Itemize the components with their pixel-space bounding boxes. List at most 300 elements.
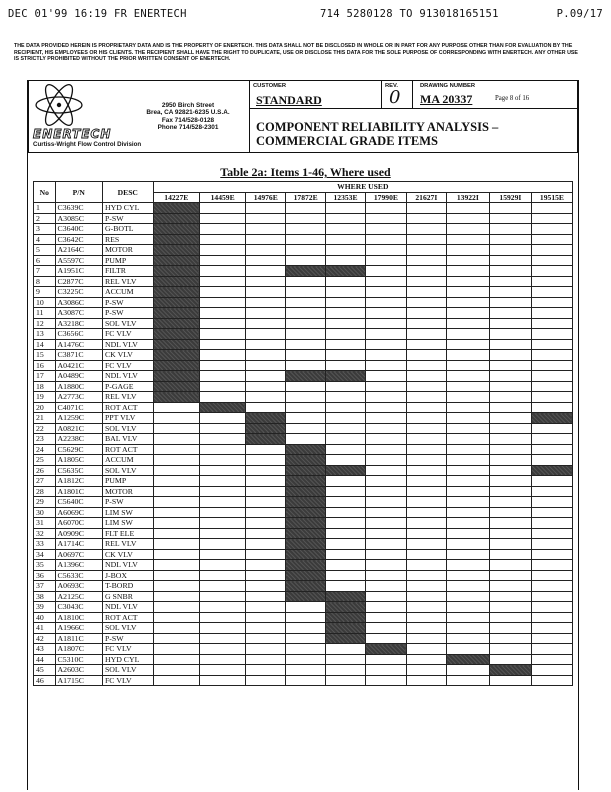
part-number: A3087C <box>55 308 102 319</box>
where-used-cell <box>489 224 531 235</box>
where-used-cell-marked <box>153 329 199 340</box>
where-used-cell <box>531 497 572 508</box>
table-row <box>34 413 573 424</box>
part-description: P-GAGE <box>102 381 153 392</box>
part-description: ACCUM <box>102 287 153 298</box>
part-number: C3043C <box>55 602 102 613</box>
where-used-cell <box>246 539 286 550</box>
row-number: 23 <box>34 434 56 445</box>
where-used-cell-marked <box>326 602 366 613</box>
where-used-cell <box>406 402 446 413</box>
where-used-cell-marked <box>246 423 286 434</box>
where-used-cell <box>365 245 406 256</box>
where-used-cell <box>446 539 489 550</box>
part-description: HYD CYL <box>102 203 153 214</box>
where-used-cell <box>246 350 286 361</box>
where-used-cell <box>365 560 406 571</box>
where-used-cell <box>489 371 531 382</box>
where-used-cell <box>326 581 366 592</box>
where-used-cell <box>489 528 531 539</box>
where-used-cell <box>246 518 286 529</box>
where-used-cell <box>446 413 489 424</box>
where-used-cell <box>286 360 326 371</box>
where-used-cell <box>489 413 531 424</box>
where-used-cell <box>531 581 572 592</box>
where-used-cell <box>326 644 366 655</box>
column-header-pn: P/N <box>55 182 102 203</box>
where-used-cell <box>286 329 326 340</box>
where-used-cell-marked <box>286 528 326 539</box>
part-description: FILTR <box>102 266 153 277</box>
where-used-cell <box>406 266 446 277</box>
part-description: G-BOTL <box>102 224 153 235</box>
where-used-cell <box>365 308 406 319</box>
table-row <box>34 350 573 361</box>
where-used-cell <box>199 318 245 329</box>
where-used-cell <box>446 675 489 686</box>
where-used-cell <box>446 318 489 329</box>
table-row <box>34 224 573 235</box>
where-used-cell <box>531 255 572 266</box>
table-row <box>34 581 573 592</box>
where-used-cell <box>153 507 199 518</box>
where-used-cell <box>489 570 531 581</box>
where-used-cell-marked <box>199 402 245 413</box>
part-description: CK VLV <box>102 350 153 361</box>
where-used-cell <box>199 371 245 382</box>
where-used-cell <box>199 308 245 319</box>
where-used-cell <box>326 308 366 319</box>
where-used-cell <box>153 413 199 424</box>
part-number: A1801C <box>55 486 102 497</box>
where-used-cell <box>246 203 286 214</box>
where-used-cell <box>531 633 572 644</box>
table-row <box>34 623 573 634</box>
where-used-cell <box>446 266 489 277</box>
where-used-cell-marked <box>286 507 326 518</box>
where-used-cell <box>326 423 366 434</box>
where-used-cell <box>365 465 406 476</box>
table-row <box>34 434 573 445</box>
where-used-cell <box>199 245 245 256</box>
where-used-cell <box>365 476 406 487</box>
where-used-cell <box>326 287 366 298</box>
where-used-cell <box>326 203 366 214</box>
where-used-cell <box>446 234 489 245</box>
where-used-cell <box>489 507 531 518</box>
table-row <box>34 245 573 256</box>
row-number: 14 <box>34 339 56 350</box>
drawing-number-label: DRAWING NUMBER <box>420 83 476 89</box>
where-used-cell <box>246 381 286 392</box>
where-used-cell <box>531 276 572 287</box>
where-used-cell <box>365 539 406 550</box>
where-used-cell <box>326 455 366 466</box>
part-number: A3086C <box>55 297 102 308</box>
where-used-cell <box>153 476 199 487</box>
part-number: A2773C <box>55 392 102 403</box>
where-used-cell <box>286 213 326 224</box>
row-number: 45 <box>34 665 56 676</box>
where-used-cell <box>326 654 366 665</box>
where-used-cell <box>326 665 366 676</box>
part-description: SOL VLV <box>102 623 153 634</box>
where-used-cell <box>531 329 572 340</box>
where-used-cell <box>286 612 326 623</box>
where-used-cell <box>531 402 572 413</box>
where-used-cell <box>326 339 366 350</box>
where-used-cell <box>531 644 572 655</box>
where-used-cell <box>531 203 572 214</box>
where-used-cell <box>531 528 572 539</box>
row-number: 19 <box>34 392 56 403</box>
row-number: 20 <box>34 402 56 413</box>
where-used-cell-marked <box>286 560 326 571</box>
where-used-cell-marked <box>286 549 326 560</box>
where-used-cell <box>365 570 406 581</box>
where-used-cell <box>531 539 572 550</box>
where-used-cell <box>286 644 326 655</box>
where-used-cell <box>489 591 531 602</box>
where-used-cell <box>365 402 406 413</box>
part-number: A0821C <box>55 423 102 434</box>
part-description: BAL VLV <box>102 434 153 445</box>
part-number: C3656C <box>55 329 102 340</box>
fax-page-number: P.09/17 <box>556 8 603 20</box>
where-used-cell <box>199 434 245 445</box>
where-used-cell <box>489 455 531 466</box>
table-row <box>34 602 573 613</box>
where-used-cell <box>246 497 286 508</box>
table-row <box>34 539 573 550</box>
where-used-cell <box>365 381 406 392</box>
row-number: 26 <box>34 465 56 476</box>
where-used-cell <box>406 413 446 424</box>
where-used-cell <box>406 497 446 508</box>
where-used-cell-marked <box>153 297 199 308</box>
table-row <box>34 549 573 560</box>
where-used-cell <box>246 644 286 655</box>
where-used-cell <box>153 560 199 571</box>
where-used-cell <box>489 602 531 613</box>
where-used-cell <box>199 549 245 560</box>
where-used-cell <box>246 255 286 266</box>
company-logo-block <box>29 81 250 152</box>
part-number: A0693C <box>55 581 102 592</box>
part-number: A1805C <box>55 455 102 466</box>
where-used-cell <box>246 570 286 581</box>
where-used-cell <box>446 434 489 445</box>
where-used-cell <box>199 665 245 676</box>
where-used-cell <box>406 308 446 319</box>
where-used-cell <box>446 476 489 487</box>
table-row <box>34 675 573 686</box>
where-used-cell <box>446 329 489 340</box>
where-used-cell <box>446 465 489 476</box>
where-used-cell <box>531 423 572 434</box>
part-description: MOTOR <box>102 245 153 256</box>
part-description: NDL VLV <box>102 602 153 613</box>
part-description: J-BOX <box>102 570 153 581</box>
where-used-cell-marked <box>326 266 366 277</box>
row-number: 17 <box>34 371 56 382</box>
table-row <box>34 570 573 581</box>
where-used-cell <box>531 371 572 382</box>
where-used-cell-marked <box>286 476 326 487</box>
where-used-cell <box>406 465 446 476</box>
row-number: 37 <box>34 581 56 592</box>
where-used-cell <box>286 423 326 434</box>
where-used-cell-marked <box>153 276 199 287</box>
where-used-cell <box>153 465 199 476</box>
where-used-cell <box>326 675 366 686</box>
where-used-cell <box>365 423 406 434</box>
row-number: 11 <box>34 308 56 319</box>
where-used-cell <box>489 444 531 455</box>
where-used-cell <box>489 549 531 560</box>
where-used-cell <box>406 507 446 518</box>
where-used-cell <box>199 570 245 581</box>
where-used-cell <box>365 665 406 676</box>
where-used-cell <box>286 287 326 298</box>
where-used-cell <box>531 318 572 329</box>
row-number: 31 <box>34 518 56 529</box>
where-used-cell <box>199 381 245 392</box>
where-used-cell <box>286 665 326 676</box>
row-number: 12 <box>34 318 56 329</box>
where-used-cell <box>286 224 326 235</box>
where-used-cell-marked <box>286 497 326 508</box>
where-used-cell <box>531 518 572 529</box>
title-block-divider <box>381 81 382 108</box>
where-used-cell <box>446 633 489 644</box>
where-used-cell-marked <box>153 371 199 382</box>
where-used-cell <box>446 612 489 623</box>
part-description: SOL VLV <box>102 423 153 434</box>
where-used-cell <box>246 234 286 245</box>
where-used-cell <box>406 234 446 245</box>
where-used-cell <box>365 276 406 287</box>
row-number: 38 <box>34 591 56 602</box>
row-number: 43 <box>34 644 56 655</box>
where-used-cell-marked <box>153 381 199 392</box>
where-used-cell <box>246 665 286 676</box>
where-used-cell <box>365 455 406 466</box>
where-used-cell <box>153 486 199 497</box>
where-used-cell <box>406 560 446 571</box>
where-used-cell <box>446 549 489 560</box>
where-used-cell <box>326 539 366 550</box>
where-used-cell <box>286 234 326 245</box>
part-description: SOL VLV <box>102 465 153 476</box>
where-used-cell <box>489 675 531 686</box>
part-number: A1715C <box>55 675 102 686</box>
where-used-cell <box>406 329 446 340</box>
where-used-cell <box>199 413 245 424</box>
where-used-cell <box>406 213 446 224</box>
where-used-cell <box>199 518 245 529</box>
where-used-cell <box>489 518 531 529</box>
where-used-cell <box>365 329 406 340</box>
where-used-cell <box>446 507 489 518</box>
part-number: A6070C <box>55 518 102 529</box>
where-used-cell <box>326 444 366 455</box>
where-used-cell <box>446 623 489 634</box>
where-used-cell <box>246 549 286 560</box>
where-used-cell <box>531 381 572 392</box>
where-used-cell <box>365 318 406 329</box>
part-number: C5640C <box>55 497 102 508</box>
where-used-cell <box>199 581 245 592</box>
where-used-cell <box>153 455 199 466</box>
where-used-cell <box>153 423 199 434</box>
where-used-cell <box>489 423 531 434</box>
where-used-cell <box>286 413 326 424</box>
title-block-divider <box>250 108 577 109</box>
where-used-cell <box>365 234 406 245</box>
where-used-cell <box>406 644 446 655</box>
part-description: RES <box>102 234 153 245</box>
where-used-cell <box>446 497 489 508</box>
where-used-cell <box>153 654 199 665</box>
part-number: A2603C <box>55 665 102 676</box>
where-used-cell <box>406 633 446 644</box>
where-used-cell-marked <box>286 444 326 455</box>
row-number: 27 <box>34 476 56 487</box>
part-number: A1714C <box>55 539 102 550</box>
where-used-cell <box>489 486 531 497</box>
revision-value: 0 <box>389 87 401 108</box>
where-used-cell <box>326 245 366 256</box>
where-used-cell <box>531 213 572 224</box>
where-used-cell <box>489 392 531 403</box>
where-used-cell <box>246 392 286 403</box>
fax-route-line: 714 5280128 TO 913018165151 <box>320 8 499 20</box>
table-row <box>34 287 573 298</box>
where-used-cell <box>489 654 531 665</box>
where-used-cell <box>246 318 286 329</box>
where-used-cell-marked <box>286 465 326 476</box>
where-used-cell <box>326 486 366 497</box>
where-used-cell <box>365 339 406 350</box>
where-used-cell <box>446 203 489 214</box>
part-description: G SNBR <box>102 591 153 602</box>
where-used-cell <box>365 350 406 361</box>
where-used-cell <box>489 350 531 361</box>
where-used-cell-marked <box>153 203 199 214</box>
table-row <box>34 266 573 277</box>
part-number: A1966C <box>55 623 102 634</box>
where-used-cell <box>446 360 489 371</box>
where-used-cell <box>489 297 531 308</box>
part-number: A0909C <box>55 528 102 539</box>
where-used-cell <box>406 287 446 298</box>
where-used-column-header: 19515E <box>531 192 572 203</box>
where-used-cell <box>489 623 531 634</box>
where-used-cell <box>365 528 406 539</box>
where-used-cell <box>199 591 245 602</box>
table-row <box>34 507 573 518</box>
table-row <box>34 381 573 392</box>
where-used-cell <box>246 245 286 256</box>
where-used-cell <box>365 297 406 308</box>
row-number: 42 <box>34 633 56 644</box>
where-used-cell <box>153 528 199 539</box>
part-description: LIM SW <box>102 507 153 518</box>
table-row <box>34 276 573 287</box>
row-number: 46 <box>34 675 56 686</box>
where-used-cell <box>199 497 245 508</box>
where-used-cell <box>406 486 446 497</box>
where-used-cell <box>365 266 406 277</box>
address-fax: Fax 714/528-0128 <box>161 116 215 124</box>
row-number: 41 <box>34 623 56 634</box>
where-used-cell <box>326 570 366 581</box>
part-description: REL VLV <box>102 392 153 403</box>
where-used-cell-marked <box>153 339 199 350</box>
where-used-cell <box>246 213 286 224</box>
where-used-cell <box>446 528 489 539</box>
row-number: 6 <box>34 255 56 266</box>
table-header-row <box>34 182 573 193</box>
table-row <box>34 318 573 329</box>
table-row <box>34 644 573 655</box>
table-row <box>34 486 573 497</box>
where-used-cell <box>406 318 446 329</box>
where-used-cell <box>365 287 406 298</box>
where-used-cell <box>199 339 245 350</box>
where-used-cell <box>446 297 489 308</box>
where-used-cell <box>326 497 366 508</box>
part-number: A1810C <box>55 612 102 623</box>
where-used-cell <box>489 476 531 487</box>
where-used-cell <box>326 392 366 403</box>
where-used-cell <box>489 255 531 266</box>
fax-header <box>8 8 603 22</box>
row-number: 39 <box>34 602 56 613</box>
where-used-cell <box>246 560 286 571</box>
row-number: 13 <box>34 329 56 340</box>
where-used-cell <box>489 497 531 508</box>
where-used-cell <box>286 623 326 634</box>
where-used-cell <box>199 234 245 245</box>
where-used-cell <box>446 224 489 235</box>
where-used-cell <box>365 434 406 445</box>
row-number: 25 <box>34 455 56 466</box>
where-used-cell-marked <box>286 371 326 382</box>
part-number: C3640C <box>55 224 102 235</box>
where-used-cell <box>531 350 572 361</box>
where-used-cell <box>286 255 326 266</box>
where-used-cell <box>326 518 366 529</box>
part-number: A0489C <box>55 371 102 382</box>
part-description: P-SW <box>102 297 153 308</box>
where-used-cell <box>531 507 572 518</box>
part-number: C3642C <box>55 234 102 245</box>
where-used-table <box>33 181 573 686</box>
where-used-cell <box>199 329 245 340</box>
part-description: P-SW <box>102 308 153 319</box>
where-used-cell-marked <box>326 591 366 602</box>
where-used-cell-marked <box>365 644 406 655</box>
where-used-cell <box>406 591 446 602</box>
part-description: REL VLV <box>102 539 153 550</box>
where-used-cell <box>489 276 531 287</box>
where-used-cell <box>365 371 406 382</box>
part-description: ROT ACT <box>102 612 153 623</box>
where-used-cell <box>446 308 489 319</box>
where-used-cell-marked <box>153 213 199 224</box>
